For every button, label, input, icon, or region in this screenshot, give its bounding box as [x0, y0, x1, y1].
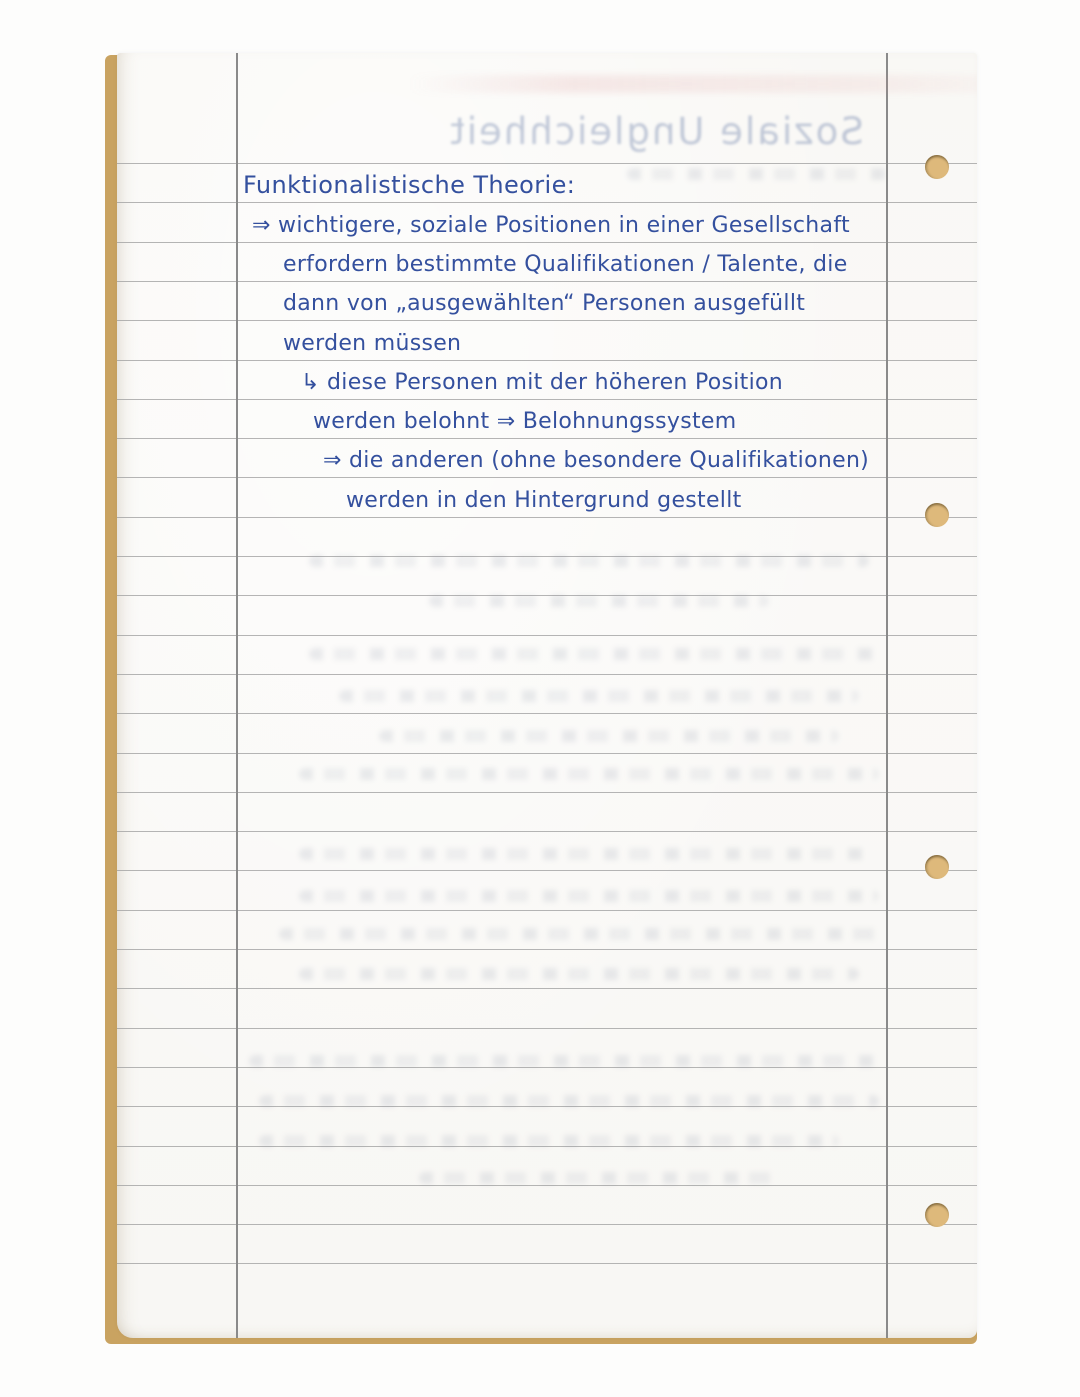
note-line: werden müssen	[283, 330, 462, 356]
ruled-line	[117, 399, 977, 400]
ruled-line	[117, 517, 977, 518]
bleed-through-smudge	[419, 1172, 779, 1184]
ruled-line	[117, 1263, 977, 1264]
note-line: werden in den Hintergrund gestellt	[346, 487, 742, 513]
bleed-through-smudge	[339, 690, 859, 702]
note-line: erfordern bestimmte Qualifikationen / Talente, die	[283, 251, 848, 277]
bleed-through-smudge	[249, 1055, 879, 1067]
ruled-line	[117, 438, 977, 439]
bleed-through-smudge	[299, 890, 879, 902]
bleed-through-smudge	[299, 968, 859, 980]
ruled-line	[117, 1185, 977, 1186]
bleed-through-title: Soziale Ungleichheit	[448, 110, 864, 153]
ruled-line	[117, 870, 977, 871]
note-line: dann von „ausgewählten“ Personen ausgefüllt	[283, 291, 806, 317]
ruled-line	[117, 163, 977, 164]
notebook-page	[117, 53, 977, 1338]
ruled-line	[117, 1067, 977, 1068]
bleed-through-smudge	[379, 730, 839, 742]
bleed-through-smudge	[407, 75, 977, 93]
bleed-through-smudge	[429, 595, 769, 607]
ruled-line	[117, 281, 977, 282]
bleed-through-smudge	[299, 768, 879, 780]
right-margin-line	[886, 53, 888, 1338]
ruled-line	[117, 910, 977, 911]
ruled-line	[117, 477, 977, 478]
note-title-line: Funktionalistische Theorie:	[243, 171, 576, 200]
ruled-line	[117, 242, 977, 243]
bleed-through-smudge	[259, 1135, 839, 1147]
ruled-line	[117, 792, 977, 793]
ruled-line	[117, 674, 977, 675]
ruled-line	[117, 753, 977, 754]
ruled-line	[117, 1224, 977, 1225]
ruled-line	[117, 202, 977, 203]
note-line: werden belohnt ⇒ Belohnungssystem	[313, 409, 737, 435]
note-line: ⇒ die anderen (ohne besondere Qualifikationen)	[323, 448, 870, 474]
ruled-line	[117, 949, 977, 950]
ruled-line	[117, 713, 977, 714]
ruled-line	[117, 988, 977, 989]
bleed-through-smudge	[627, 168, 887, 180]
punch-hole	[925, 503, 949, 527]
bleed-through-smudge	[279, 928, 879, 940]
ruled-line	[117, 360, 977, 361]
bleed-through-smudge	[299, 848, 869, 860]
ruled-line	[117, 635, 977, 636]
punch-hole	[925, 855, 949, 879]
bleed-through-smudge	[309, 555, 869, 567]
note-line: ↳ diese Personen mit der höheren Position	[301, 369, 784, 395]
note-line: ⇒ wichtigere, soziale Positionen in einer Gesellschaft	[252, 212, 850, 238]
punch-hole	[925, 1203, 949, 1227]
punch-hole	[925, 155, 949, 179]
left-margin-line	[236, 53, 238, 1338]
bleed-through-smudge	[259, 1095, 879, 1107]
bleed-through-smudge	[309, 648, 879, 660]
ruled-line	[117, 1028, 977, 1029]
ruled-line	[117, 320, 977, 321]
ruled-line	[117, 831, 977, 832]
